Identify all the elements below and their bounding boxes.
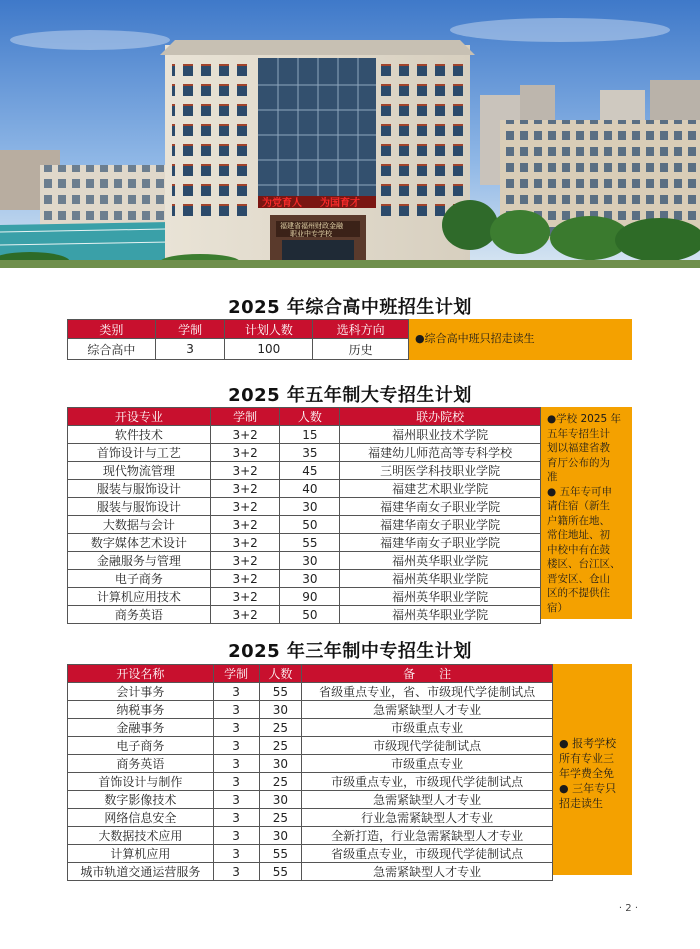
table-cell: 3: [213, 683, 259, 701]
table-cell: 市级重点专业: [302, 755, 553, 773]
table-cell: 30: [280, 498, 340, 516]
table-cell: 福州英华职业学院: [340, 570, 541, 588]
table-cell: 省级重点专业，市级现代学徒制试点: [302, 845, 553, 863]
table-cell: 综合高中: [68, 339, 156, 360]
table-cell: 福建华南女子职业学院: [340, 534, 541, 552]
table-cell: 市级现代学徒制试点: [302, 737, 553, 755]
table-cell: 纳税事务: [68, 701, 214, 719]
banner-left-text: 为党育人: [262, 198, 302, 209]
header-cell: 类别: [68, 320, 156, 339]
table-row: [68, 516, 541, 534]
header-cell: 人数: [280, 408, 340, 426]
table-row: [68, 480, 541, 498]
table-cell: 3: [213, 755, 259, 773]
table-cell: 25: [259, 773, 302, 791]
note-line: 楼区、台江区、: [547, 558, 621, 570]
plaque-line1: 福建省福州财政金融: [280, 222, 343, 230]
table-cell: 网络信息安全: [68, 809, 214, 827]
table-cell: 30: [259, 701, 302, 719]
header-cell: 学制: [213, 665, 259, 683]
table-cell: 大数据与会计: [68, 516, 211, 534]
table-row: [68, 552, 541, 570]
note-line: 划以福建省教: [547, 442, 610, 454]
table-cell: 25: [259, 809, 302, 827]
table-cell: 25: [259, 737, 302, 755]
table-cell: 3+2: [210, 516, 280, 534]
note-line: 育厅公布的为: [547, 456, 610, 469]
header-cell: 开设专业: [68, 408, 211, 426]
table-cell: 3: [213, 827, 259, 845]
table-cell: 30: [280, 552, 340, 570]
table-cell: 大数据技术应用: [68, 827, 214, 845]
table-cell: 55: [280, 534, 340, 552]
table-cell: 15: [280, 426, 340, 444]
table-cell: 90: [280, 588, 340, 606]
table-cell: 3+2: [210, 588, 280, 606]
table-row: [68, 737, 553, 755]
table-row: [68, 588, 541, 606]
plaque-line2: 职业中专学校: [290, 230, 332, 238]
table-row: [68, 773, 553, 791]
table-cell: 行业急需紧缺型人才专业: [302, 809, 553, 827]
table-cell: 3+2: [210, 480, 280, 498]
table-cell: 现代物流管理: [68, 462, 211, 480]
table-cell: 省级重点专业，省、市级现代学徒制试点: [302, 683, 553, 701]
header-cell: 学制: [155, 320, 225, 339]
table-cell: 首饰设计与工艺: [68, 444, 211, 462]
table-cell: 数字影像技术: [68, 791, 214, 809]
tree: [490, 210, 550, 254]
three-year-note: [553, 664, 632, 875]
table-cell: 服装与服饰设计: [68, 480, 211, 498]
table-cell: 30: [259, 755, 302, 773]
note-line: 宿）: [547, 601, 568, 614]
three-year-plan-table: [67, 664, 553, 881]
table-cell: 30: [259, 827, 302, 845]
table-cell: 30: [259, 791, 302, 809]
note-line: 五年专招生计: [547, 427, 610, 440]
table-cell: 3: [213, 737, 259, 755]
table-cell: 3+2: [210, 606, 280, 624]
five-year-note: [541, 407, 632, 619]
table-cell: 福建华南女子职业学院: [340, 516, 541, 534]
table-cell: 金融事务: [68, 719, 214, 737]
comprehensive-plan-table: [67, 319, 409, 360]
table-cell: 3+2: [210, 444, 280, 462]
page-number: · 2 ·: [618, 903, 638, 914]
table-cell: 55: [259, 845, 302, 863]
note-line: 晋安区、仓山: [547, 572, 610, 585]
table-cell: 3+2: [210, 426, 280, 444]
table-cell: 55: [259, 683, 302, 701]
note-line: 请住宿（新生: [547, 500, 610, 512]
header-cell: 联办院校: [340, 408, 541, 426]
table-cell: 45: [280, 462, 340, 480]
note-line: ● 五年专可申: [547, 485, 612, 498]
campus-illustration: [0, 0, 700, 268]
table-cell: 福州英华职业学院: [340, 606, 541, 624]
table-cell: 3+2: [210, 534, 280, 552]
table-cell: 3: [213, 719, 259, 737]
table-row: [68, 683, 553, 701]
header-cell: 学制: [210, 408, 280, 426]
table-cell: 40: [280, 480, 340, 498]
table-cell: 福建艺术职业学院: [340, 480, 541, 498]
table-cell: 3: [213, 773, 259, 791]
table-row: [68, 755, 553, 773]
table-cell: 3+2: [210, 570, 280, 588]
table-cell: 急需紧缺型人才专业: [302, 791, 553, 809]
table-row: [68, 701, 553, 719]
table-header-row: [68, 320, 409, 339]
table-cell: 软件技术: [68, 426, 211, 444]
table-cell: 福州英华职业学院: [340, 588, 541, 606]
banner-right-text: 为国育才: [320, 198, 360, 209]
table-row: [68, 845, 553, 863]
table-cell: 福州英华职业学院: [340, 552, 541, 570]
note-line: 所有专业三: [559, 752, 614, 765]
table-row: [68, 339, 409, 360]
table-cell: 3: [213, 791, 259, 809]
table-cell: 电子商务: [68, 570, 211, 588]
table-cell: 福建华南女子职业学院: [340, 498, 541, 516]
table-cell: 3+2: [210, 552, 280, 570]
table-row: [68, 791, 553, 809]
table-row: [68, 606, 541, 624]
table-cell: 首饰设计与制作: [68, 773, 214, 791]
table-cell: 急需紧缺型人才专业: [302, 863, 553, 881]
note-line: 区的不提供住: [547, 587, 610, 599]
table-cell: 商务英语: [68, 606, 211, 624]
table-cell: 历史: [313, 339, 409, 360]
table-cell: 市级重点专业，市级现代学徒制试点: [302, 773, 553, 791]
table-cell: 55: [259, 863, 302, 881]
table-cell: 金融服务与管理: [68, 552, 211, 570]
note-line: 常住地址、初: [547, 529, 610, 541]
note-line: ● 三年专只: [559, 782, 617, 795]
table-cell: 3: [213, 701, 259, 719]
table-cell: 计算机应用技术: [68, 588, 211, 606]
table-cell: 3: [213, 863, 259, 881]
table-header-row: [68, 665, 553, 683]
table-cell: 50: [280, 606, 340, 624]
campus-photo: [0, 0, 700, 268]
five-year-plan-table: [67, 407, 541, 624]
note-line: 准: [547, 471, 558, 483]
table-cell: 数字媒体艺术设计: [68, 534, 211, 552]
table-row: [68, 827, 553, 845]
header-cell: 人数: [259, 665, 302, 683]
note-line: ● 报考学校: [559, 737, 617, 750]
section-title-three-year: 2025 年三年制中专招生计划: [228, 641, 472, 662]
header-cell: 备 注: [302, 665, 553, 683]
table-cell: 3+2: [210, 498, 280, 516]
note-line: 年学费全免: [559, 767, 614, 780]
table-cell: 商务英语: [68, 755, 214, 773]
table-cell: 3+2: [210, 462, 280, 480]
table-cell: 市级重点专业: [302, 719, 553, 737]
note-line: 户籍所在地、: [547, 514, 610, 527]
table-row: [68, 809, 553, 827]
note-line: 中校中有在鼓: [547, 543, 610, 556]
tree: [442, 200, 498, 250]
table-cell: 服装与服饰设计: [68, 498, 211, 516]
table-row: [68, 863, 553, 881]
header-cell: 选科方向: [313, 320, 409, 339]
table-row: [68, 426, 541, 444]
table-cell: 会计事务: [68, 683, 214, 701]
comprehensive-note: [409, 319, 632, 360]
table-cell: 三明医学科技职业学院: [340, 462, 541, 480]
table-cell: 全新打造，行业急需紧缺型人才专业: [302, 827, 553, 845]
table-header-row: [68, 408, 541, 426]
table-row: [68, 498, 541, 516]
table-cell: 3: [155, 339, 225, 360]
note-line: ●学校 2025 年: [547, 413, 622, 425]
note-line: 招走读生: [559, 797, 603, 810]
table-row: [68, 444, 541, 462]
table-cell: 25: [259, 719, 302, 737]
section-title-comprehensive: 2025 年综合高中班招生计划: [228, 297, 472, 318]
table-row: [68, 534, 541, 552]
table-cell: 30: [280, 570, 340, 588]
table-cell: 3: [213, 845, 259, 863]
note-text: ●综合高中班只招走读生: [415, 332, 535, 345]
section-title-five-year: 2025 年五年制大专招生计划: [228, 385, 472, 406]
table-cell: 城市轨道交通运营服务: [68, 863, 214, 881]
header-cell: 开设名称: [68, 665, 214, 683]
table-cell: 电子商务: [68, 737, 214, 755]
table-row: [68, 462, 541, 480]
table-cell: 福州职业技术学院: [340, 426, 541, 444]
table-cell: 福建幼儿师范高等专科学校: [340, 444, 541, 462]
table-row: [68, 719, 553, 737]
table-cell: 3: [213, 809, 259, 827]
table-cell: 35: [280, 444, 340, 462]
header-cell: 计划人数: [225, 320, 313, 339]
table-cell: 50: [280, 516, 340, 534]
table-row: [68, 570, 541, 588]
table-cell: 计算机应用: [68, 845, 214, 863]
table-cell: 100: [225, 339, 313, 360]
table-cell: 急需紧缺型人才专业: [302, 701, 553, 719]
